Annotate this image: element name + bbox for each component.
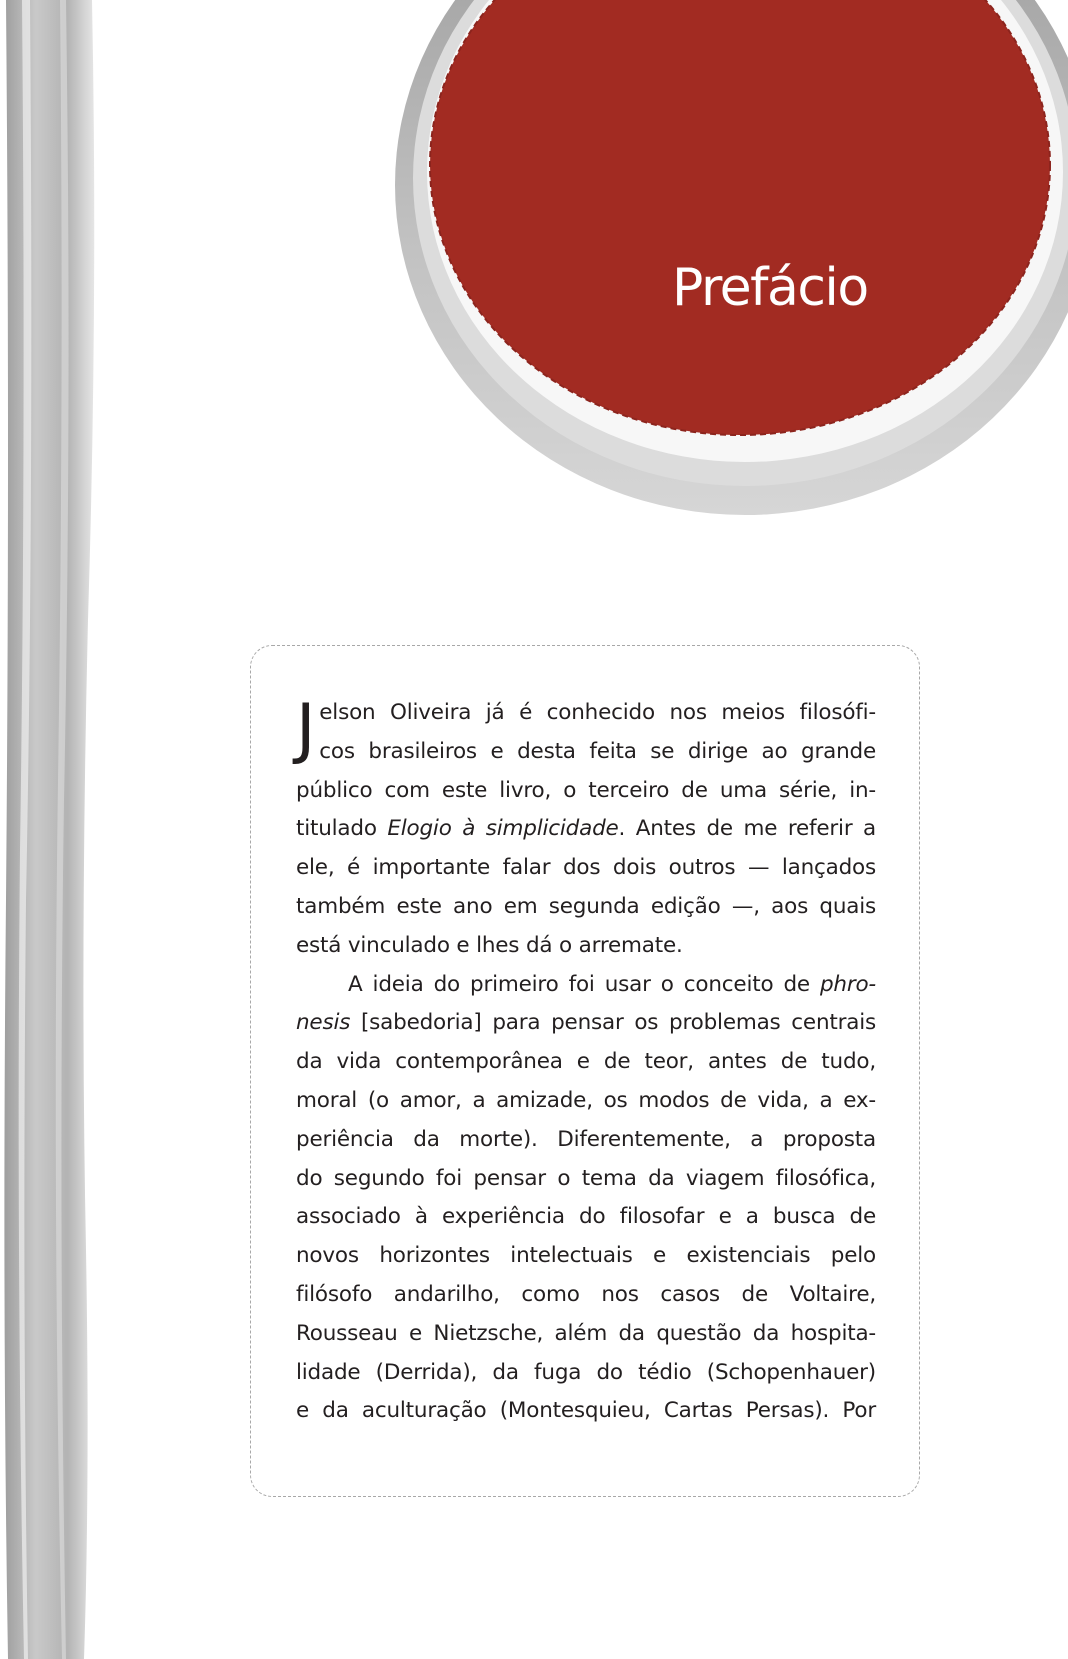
text-line: elson Oliveira já é conhecido nos meios filosófi- — [319, 700, 876, 725]
text-line: filósofo andarilho, como nos casos de Voltaire, — [296, 1281, 876, 1307]
body-text — [296, 690, 876, 1431]
text-line: associado à experiência do filosofar e a busca de — [296, 1204, 876, 1230]
text-line: está vinculado e lhes dá o arremate. — [296, 932, 683, 958]
text-line: periência da morte). Diferentemente, a proposta — [296, 1126, 876, 1152]
text-line: ele, é importante falar dos dois outros — lançados — [296, 855, 876, 881]
text-line: da vida contemporânea e de teor, antes de tudo, — [296, 1049, 876, 1075]
page-title: Prefácio — [672, 258, 868, 318]
drop-cap: J — [296, 690, 316, 767]
book-title-emphasis: Elogio à simplicidade — [387, 816, 619, 842]
text-line: moral (o amor, a amizade, os modos de vida, a ex- — [296, 1087, 876, 1113]
text-line: também este ano em segunda edição —, aos quais — [296, 893, 876, 919]
text-line — [296, 966, 876, 1005]
term-emphasis: nesis — [296, 1010, 351, 1036]
text-line: lidade (Derrida), da fuga do tédio (Schopenhauer) — [296, 1359, 876, 1385]
text-line: cos brasileiros e desta feita se dirige ao grande — [319, 738, 876, 764]
text-line: Rousseau e Nietzsche, além da questão da hospita- — [296, 1320, 876, 1346]
text-span: A ideia do primeiro foi usar o conceito de — [348, 971, 820, 997]
text-line: do segundo foi pensar o tema da viagem filosófica, — [296, 1165, 876, 1191]
text-line — [296, 1004, 876, 1043]
text-span: . Antes de me referir a — [618, 816, 876, 842]
left-brush-stroke — [4, 0, 94, 1659]
text-line: e da aculturação (Montesquieu, Cartas Persas). Por — [296, 1398, 876, 1424]
term-emphasis: phro- — [819, 971, 876, 997]
text-line: público com este livro, o terceiro de uma série, in- — [296, 777, 876, 803]
text-span: titulado — [296, 816, 388, 842]
text-line: novos horizontes intelectuais e existenciais pelo — [296, 1243, 876, 1269]
text-line — [296, 810, 876, 849]
paragraph-1 — [296, 690, 876, 966]
paragraph-2 — [296, 966, 876, 1432]
text-span: [sabedoria] para pensar os problemas centrais — [350, 1010, 876, 1036]
